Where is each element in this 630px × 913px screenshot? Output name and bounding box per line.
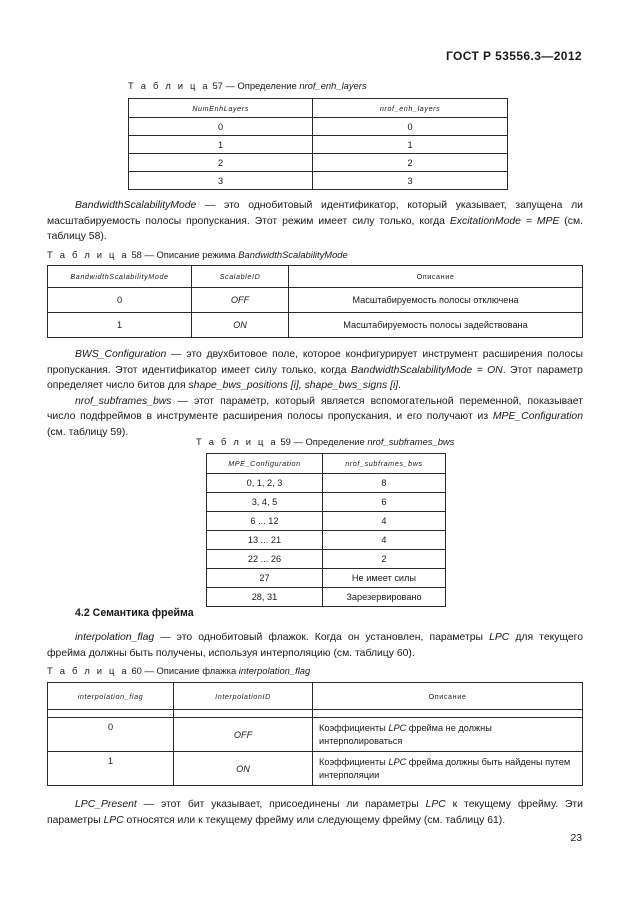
section-heading: 4.2 Семантика фрейма [75, 607, 194, 619]
table-row: 0 OFF Масштабируемость полосы отключена [48, 288, 583, 313]
table-header: MPE_Configuration [207, 454, 323, 474]
table-row: 28, 31 Зарезервировано [207, 588, 446, 607]
table-row: 0 0 [129, 118, 508, 136]
paragraph-bandwidth-mode: BandwidthScalabilityMode — это однобитовый идентификатор, который указывает, запущена ли масштабируемость полосы пропускания. Этот режим имеет силу только, когда ExcitationMode = MPE (см. таблицу 58). [47, 200, 583, 243]
table-row: 0 OFF Коэффициенты LPC фрейма не должны интерполироваться [48, 718, 583, 752]
table-57 [128, 98, 508, 190]
table-row: 6 ... 12 4 [207, 512, 446, 531]
table-header: ScalableID [192, 266, 289, 288]
table-58-caption: Т а б л и ц а 58 — Описание режима BandwidthScalabilityMode [47, 249, 348, 260]
table-row: 27 Не имеет силы [207, 569, 446, 588]
table-57-caption: Т а б л и ц а 57 — Определение nrof_enh_layers [128, 80, 367, 91]
table-59-caption: Т а б л и ц а 59 — Определение nrof_subframes_bws [196, 436, 455, 447]
table-header: NumEnhLayers [129, 99, 313, 118]
table-60 [47, 682, 583, 786]
table-row: 0, 1, 2, 3 8 [207, 474, 446, 493]
table-header: Описание [313, 683, 583, 710]
table-header: Описание [289, 266, 583, 288]
table-59 [206, 453, 446, 607]
table-row: 22 ... 26 2 [207, 550, 446, 569]
document-header: ГОСТ Р 53556.3—2012 [445, 49, 582, 63]
table-60-caption: Т а б л и ц а 60 — Описание флажка interpolation_flag [47, 665, 311, 676]
table-row: 1 1 [129, 136, 508, 154]
page-number: 23 [570, 833, 582, 844]
table-row: 3 3 [129, 172, 508, 190]
paragraph-bws-configuration: BWS_Configuration — это двухбитовое поле, которое конфигурирует инструмент расширения полосы пропускания. Этот идентификатор имеет силу только, когда BandwidthScalabilityMode = ON. Этот параметр определяет число битов для shape_bws_positions [i], shape_bws_signs [i]. nrof_subframes_bws — этот параметр, который является вспомогательной переменной, показывает число подфреймов в инструменте расширения полосы пропускания, и его получают из MPE_Configuration (см. таблицу 59). [47, 349, 583, 438]
table-row: 13 ... 21 4 [207, 531, 446, 550]
table-row: 1 ON Масштабируемость полосы задействована [48, 313, 583, 338]
table-header: nrof_enh_layers [313, 99, 508, 118]
table-row: 3, 4, 5 6 [207, 493, 446, 512]
table-header: BandwidthScalabilityMode [48, 266, 192, 288]
table-header: InterpolationID [174, 683, 313, 710]
table-58 [47, 265, 583, 338]
paragraph-interpolation-flag: interpolation_flag — это однобитовый флажок. Когда он установлен, параметры LPC для текущего фрейма должны быть получены, используя интерполяцию (см. таблицу 60). [47, 632, 584, 659]
table-header: interpolation_flag [48, 683, 174, 710]
paragraph-lpc-present: LPC_Present — этот бит указывает, присоединены ли параметры LPC к текущему фрейму. Эти параметры LPC относятся или к текущему фрейму или следующему фрейму (см. таблицу 61). [47, 799, 583, 826]
table-row: 1 ON Коэффициенты LPC фрейма должны быть найдены путем интерполяции [48, 752, 583, 786]
table-header: nrof_subframes_bws [322, 454, 445, 474]
table-row: 2 2 [129, 154, 508, 172]
